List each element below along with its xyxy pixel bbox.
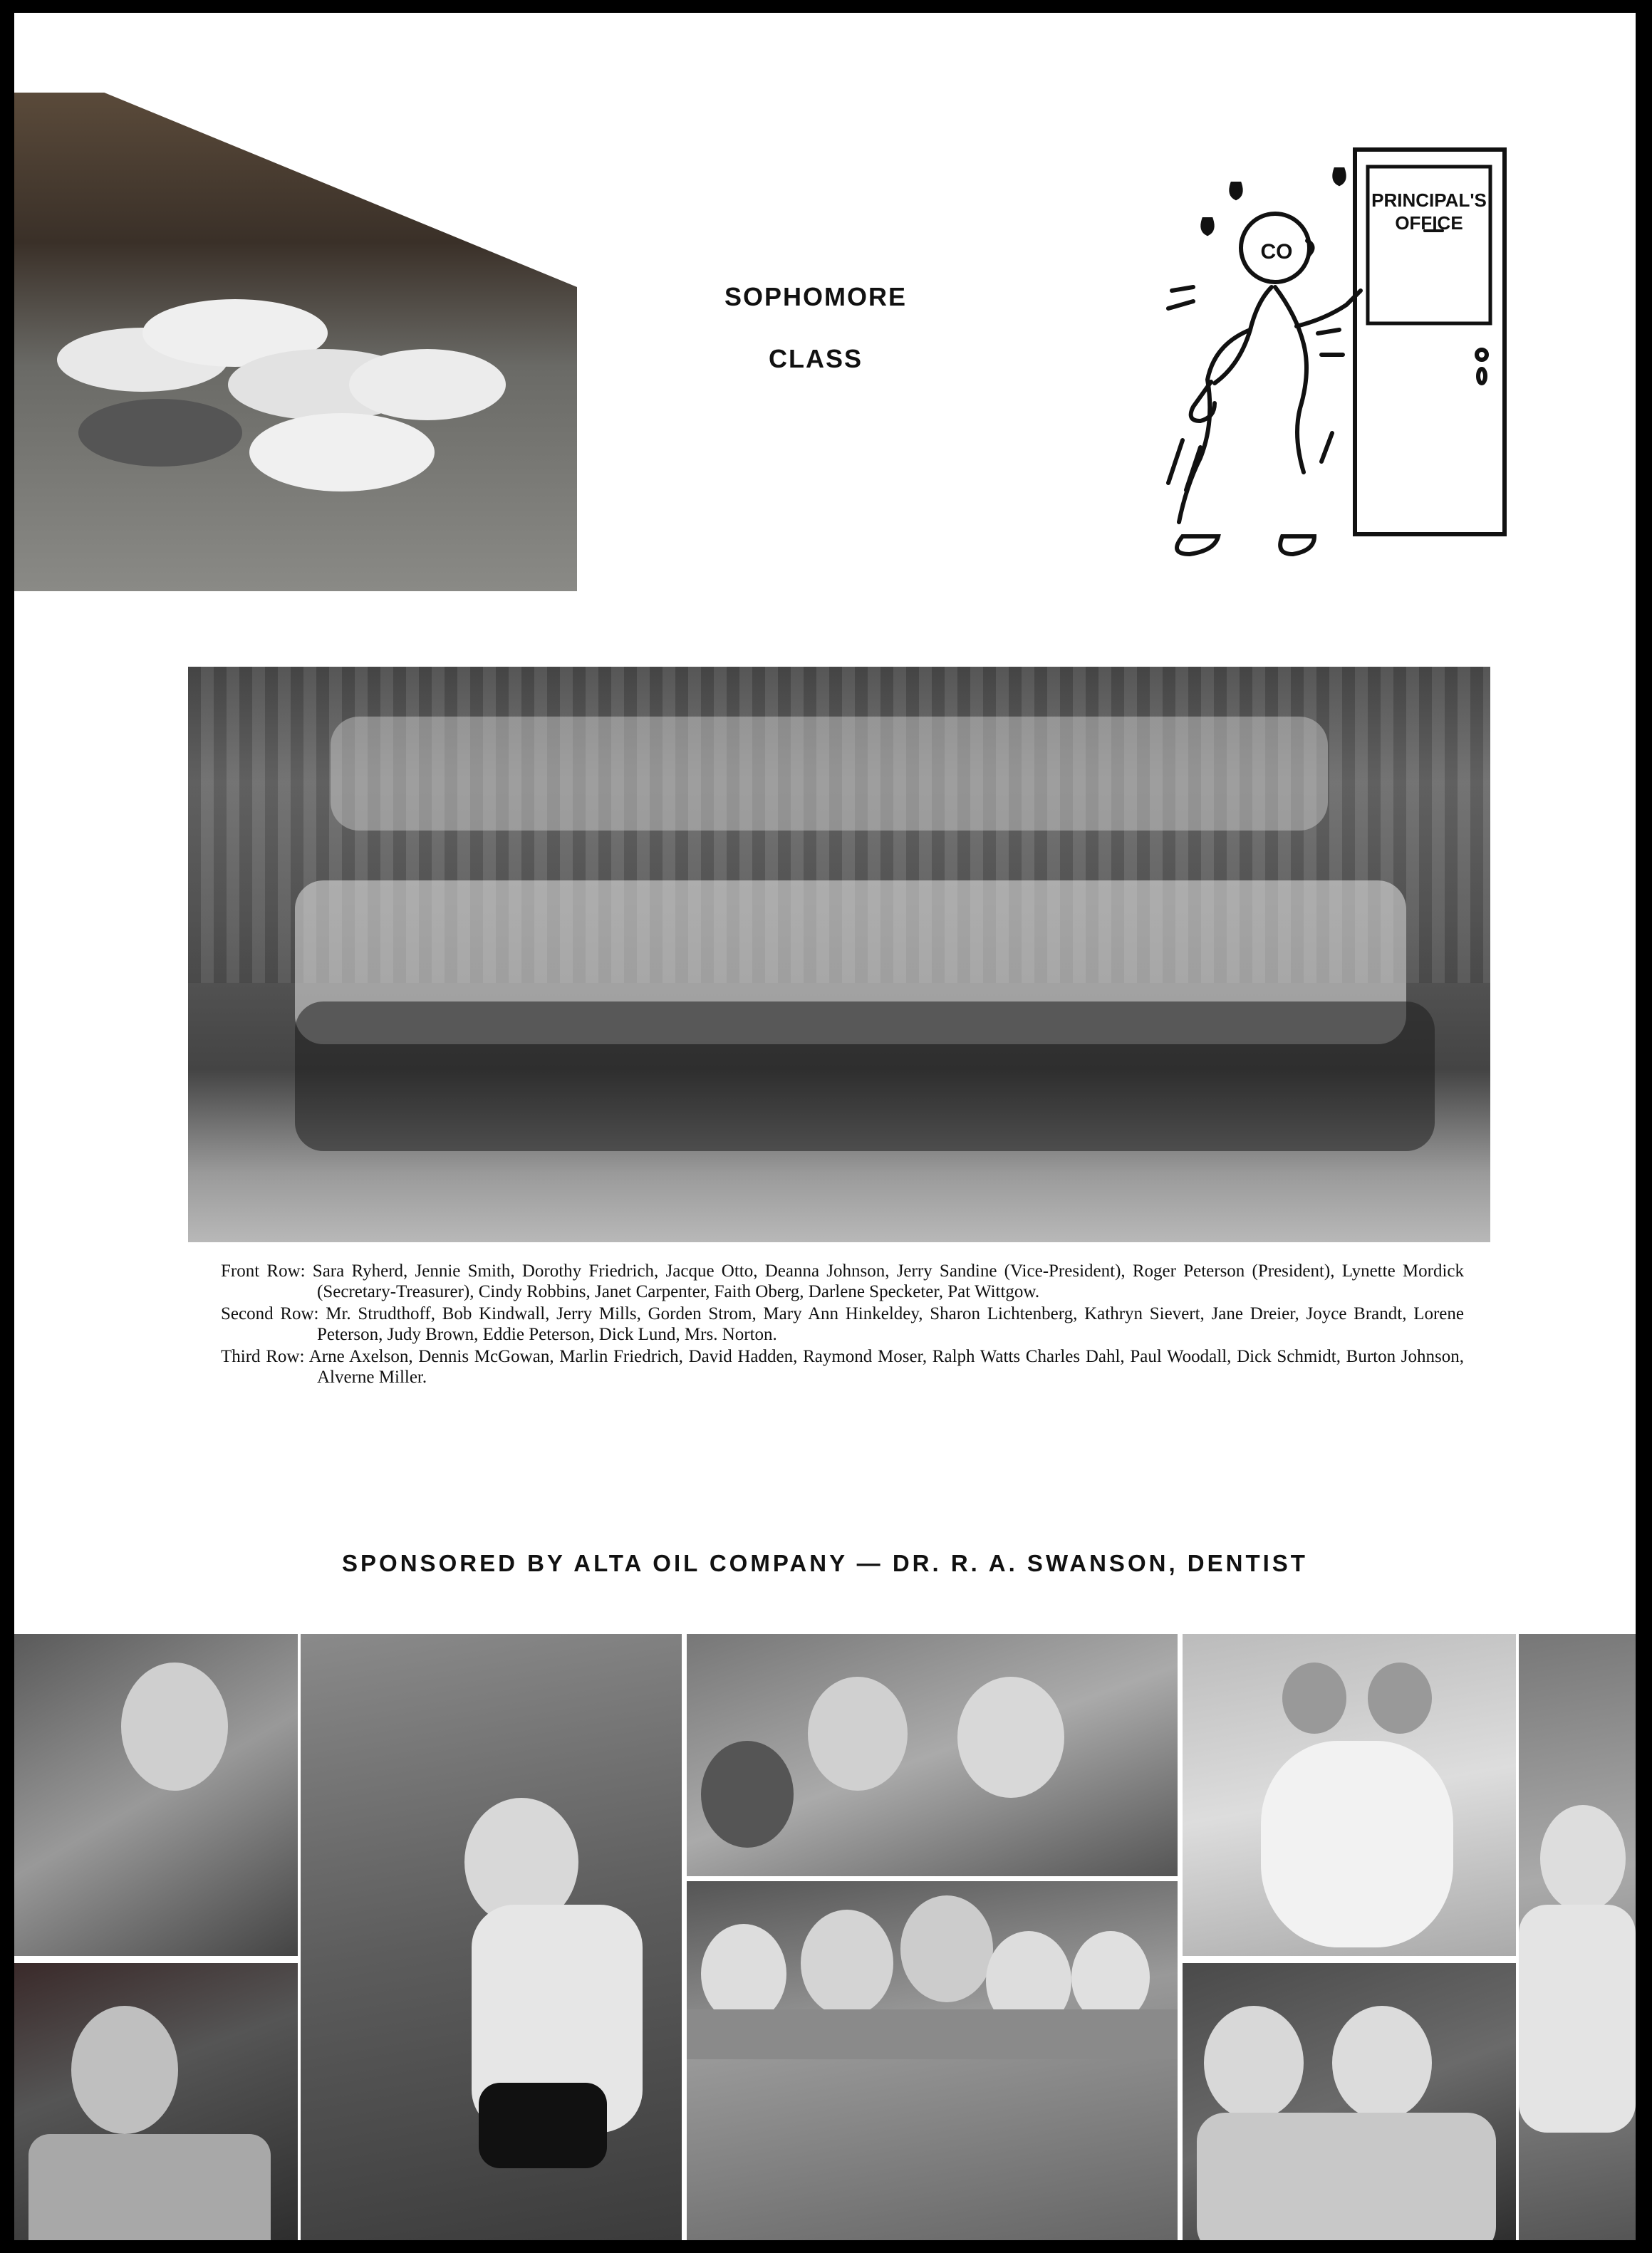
shoes-photo — [14, 93, 577, 591]
caption-front-row: Front Row: Sara Ryherd, Jennie Smith, Dorothy Friedrich, Jacque Otto, Deanna Johnson, Jerry Sandine (Vice-President), Roger Peterson (President), Lynette Mordick (Secretary-Treasurer), Cindy Robbins, Janet Carpenter, Faith Oberg, Darlene Specketer, Pat Wittgow. — [221, 1261, 1464, 1301]
page-title-line1: SOPHOMORE — [724, 282, 908, 311]
sponsor-line: SPONSORED BY ALTA OIL COMPANY — DR. R. A. SWANSON, DENTIST — [342, 1550, 1308, 1576]
caption-third-row: Third Row: Arne Axelson, Dennis McGowan, Marlin Friedrich, David Hadden, Raymond Moser, Ralph Watts Charles Dahl, Paul Woodall, Dick Schmidt, Burton Johnson, Alverne Miller. — [221, 1347, 1464, 1387]
candid-photo-smiling-girls — [1183, 1963, 1516, 2240]
head-letters: CO — [1260, 240, 1293, 264]
caption-second-row: Second Row: Mr. Strudthoff, Bob Kindwall, Jerry Mills, Gorden Strom, Mary Ann Hinkeldey, Sharon Lichtenberg, Kathryn Sievert, Jane Dreier, Joyce Brandt, Lorene Peterson, Judy Brown, Eddie Peterson, Dick Lund, Mrs. Norton. — [221, 1304, 1464, 1344]
photo-caption — [221, 1261, 1464, 1389]
yearbook-page — [14, 13, 1636, 2240]
principals-office-cartoon — [1126, 141, 1524, 597]
door-sign-line1: PRINCIPAL'S — [1371, 189, 1487, 211]
candid-photo-girls-talking — [687, 1634, 1178, 1876]
door-sign-line2: OFFICE — [1395, 212, 1463, 234]
candid-photo-right-edge — [1519, 1634, 1636, 2240]
candid-photo-formal-dresses — [1183, 1634, 1516, 1956]
candid-photo-girl-portrait — [14, 1634, 298, 1956]
class-group-photo — [188, 667, 1490, 1242]
page-title-line2: CLASS — [768, 344, 863, 373]
candid-photo-posing-girl — [301, 1634, 682, 2240]
candid-photo-boy-plaid — [14, 1963, 298, 2240]
candid-photo-children-fence — [687, 1881, 1178, 2240]
